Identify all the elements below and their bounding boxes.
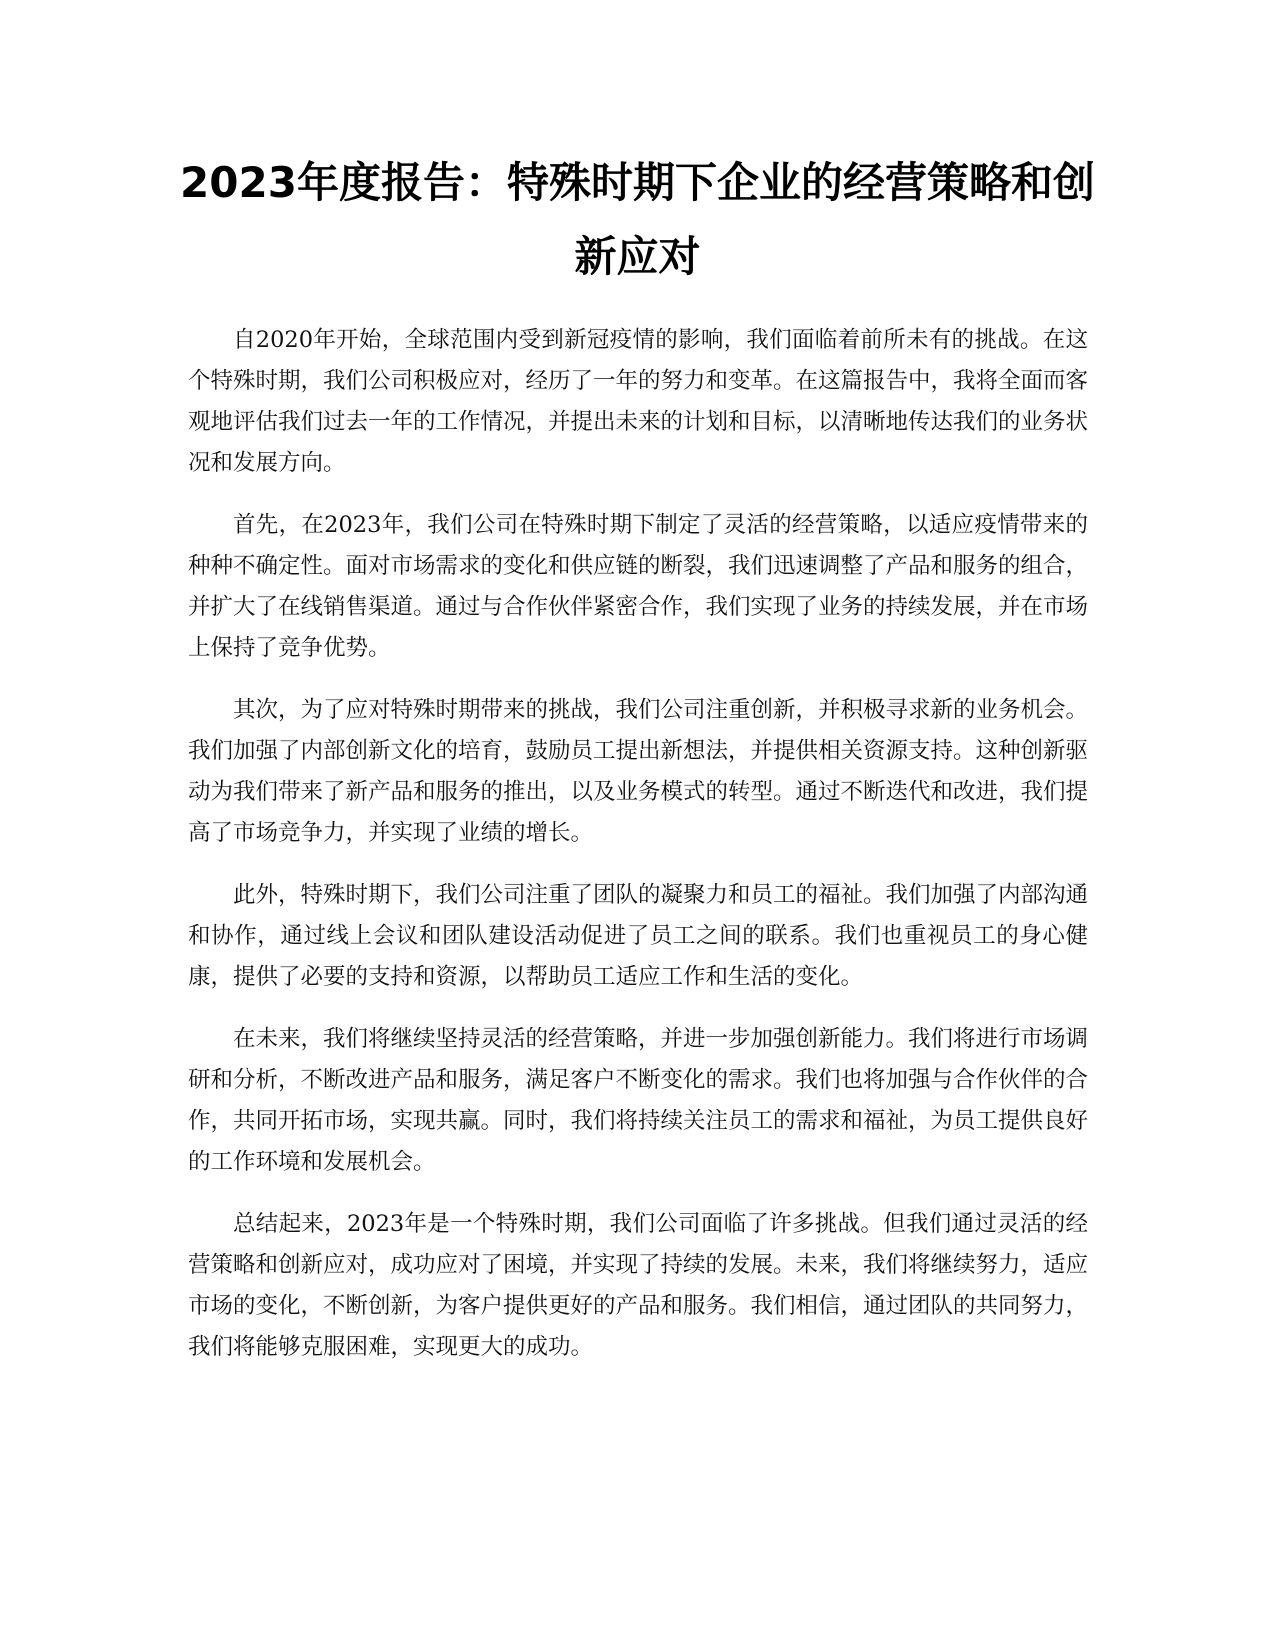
paragraph-4: 此外，特殊时期下，我们公司注重了团队的凝聚力和员工的福祉。我们加强了内部沟通和协作，通过线上会议和团队建设活动促进了员工之间的联系。我们也重视员工的身心健康，提供了必要的支持和资源，以帮助员工适应工作和生活的变化。 [188,882,1089,990]
paragraph-3: 其次，为了应对特殊时期带来的挑战，我们公司注重创新，并积极寻求新的业务机会。我们加强了内部创新文化的培育，鼓励员工提出新想法，并提供相关资源支持。这种创新驱动为我们带来了新产品和服务的推出，以及业务模式的转型。通过不断迭代和改进，我们提高了市场竞争力，并实现了业绩的增长。 [188,697,1089,846]
paragraph-2: 首先，在2023年，我们公司在特殊时期下制定了灵活的经营策略，以适应疫情带来的种种不确定性。面对市场需求的变化和供应链的断裂，我们迅速调整了产品和服务的组合，并扩大了在线销售渠道。通过与合作伙伴紧密合作，我们实现了业务的持续发展，并在市场上保持了竞争优势。 [188,512,1089,661]
paragraph-6: 总结起来，2023年是一个特殊时期，我们公司面临了许多挑战。但我们通过灵活的经营策略和创新应对，成功应对了困境，并实现了持续的发展。未来，我们将继续努力，适应市场的变化，不断创新，为客户提供更好的产品和服务。我们相信，通过团队的共同努力，我们将能够克服困难，实现更大的成功。 [188,1211,1089,1360]
paragraph-5: 在未来，我们将继续坚持灵活的经营策略，并进一步加强创新能力。我们将进行市场调研和分析，不断改进产品和服务，满足客户不断变化的需求。我们也将加强与合作伙伴的合作，共同开拓市场，实现共赢。同时，我们将持续关注员工的需求和福祉，为员工提供良好的工作环境和发展机会。 [188,1026,1089,1175]
paragraph-1: 自2020年开始，全球范围内受到新冠疫情的影响，我们面临着前所未有的挑战。在这个特殊时期，我们公司积极应对，经历了一年的努力和变革。在这篇报告中，我将全面而客观地评估我们过去一年的工作情况，并提出未来的计划和目标，以清晰地传达我们的业务状况和发展方向。 [188,327,1089,476]
document-title: 2023年度报告：特殊时期下企业的经营策略和创新应对 [180,158,1095,281]
document-body [188,320,1088,1389]
